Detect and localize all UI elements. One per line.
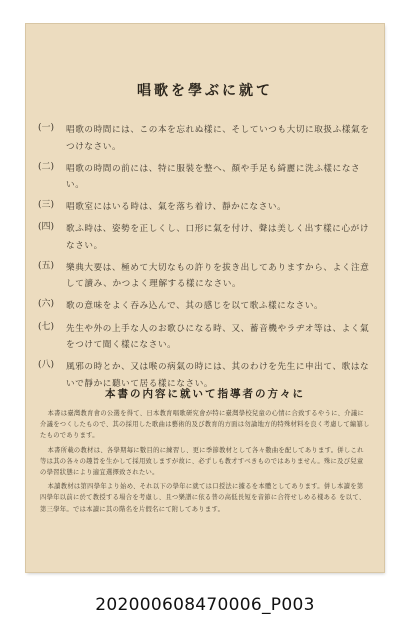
page-title: 唱歌を學ぶに就て — [137, 83, 273, 99]
rule-number: (四) — [38, 222, 55, 233]
rule-number: (八) — [38, 360, 55, 371]
note-paragraph: 本書所載の教材は、各學期毎に數目的に練習し、更に季節教材として各々數曲を配してあります。併しこれ等は其の各々の趣旨を生かして採用致しますが故に、必ずしも教才すべきものではありません。殊に及び兒童の學習狀態により適宜選擇致されたい。 — [40, 446, 364, 477]
rule-number: (五) — [38, 260, 55, 271]
rule-text: 風邪の時とか、又は喉の病氣の時には、其のわけを先生に申出て、歌はないで靜かに聽いて居る樣になさい。 — [66, 362, 370, 389]
section-heading: 本書の内容に就いて指導者の方々に — [105, 388, 305, 400]
rule-text: 歌ふ時は、姿勢を正しくし、口形に氣を付け、聲は美しく出す樣に心がけなさい。 — [66, 224, 370, 251]
rule-text: 唱歌室にはいる時は、氣を落ち着け、靜かになさい。 — [66, 202, 287, 213]
rule-item — [38, 321, 374, 354]
rule-item — [38, 161, 374, 194]
rules-list — [38, 122, 374, 398]
rule-item — [38, 122, 374, 155]
rule-item — [38, 298, 374, 315]
rule-number: (二) — [38, 161, 55, 172]
rule-text: 先生や外の上手な人のお歌ひになる時、又、蓄音機やラヂオ等は、よく氣をつけて聞く樣になさい。 — [66, 323, 370, 351]
rule-text: 唱歌の時間の前には、特に服裝を整へ、顏や手足も綺麗に洗ふ樣になさい。 — [66, 163, 361, 191]
rule-item — [38, 221, 374, 254]
rule-text: 樂典大要は、極めて大切なもの許りを拔き出してありますから、よく注意して讀み、かつよく理解する樣になさい。 — [66, 262, 370, 290]
rule-item — [38, 260, 374, 293]
document-page — [26, 24, 384, 572]
rule-text: 歌の意味をよく吞み込んで、其の感じを以て歌ふ樣になさい。 — [66, 301, 324, 312]
note-paragraph: 本書は臺灣教育會の公選を得て、日本教育唱歌研究會が特に臺灣學校兒童の心情に合致するやうに、介議に介議をつくしたもので、其の採用した歌曲は藝術的及び教育的方面は勿論地方的特殊材料を良く考慮して編纂したものであります。 — [40, 410, 370, 440]
rule-number: (三) — [38, 200, 55, 211]
note-paragraph: 本讀教材は第四學年より始め、それ以下の學年に就ては口授法に據るを本體としてあります。併し本讀を第四學年以前に於て教授する場合を考慮し、且つ樂譜に依る普の高低長短を音節に合符せしめる樣ある を以て、第三學年。では本讀に其の階名を片假名にて附してあります。 — [40, 483, 366, 513]
image-caption: 202000608470006_P003 — [95, 595, 315, 615]
rule-item — [38, 199, 374, 216]
notes-section — [40, 408, 370, 518]
rule-text: 唱歌の時間には、この本を忘れぬ樣に、そしていつも大切に取扱ふ樣氣をつけなさい。 — [66, 125, 370, 152]
rule-number: (六) — [38, 299, 55, 310]
rule-number: (七) — [38, 321, 55, 332]
rule-number: (一) — [38, 123, 55, 133]
